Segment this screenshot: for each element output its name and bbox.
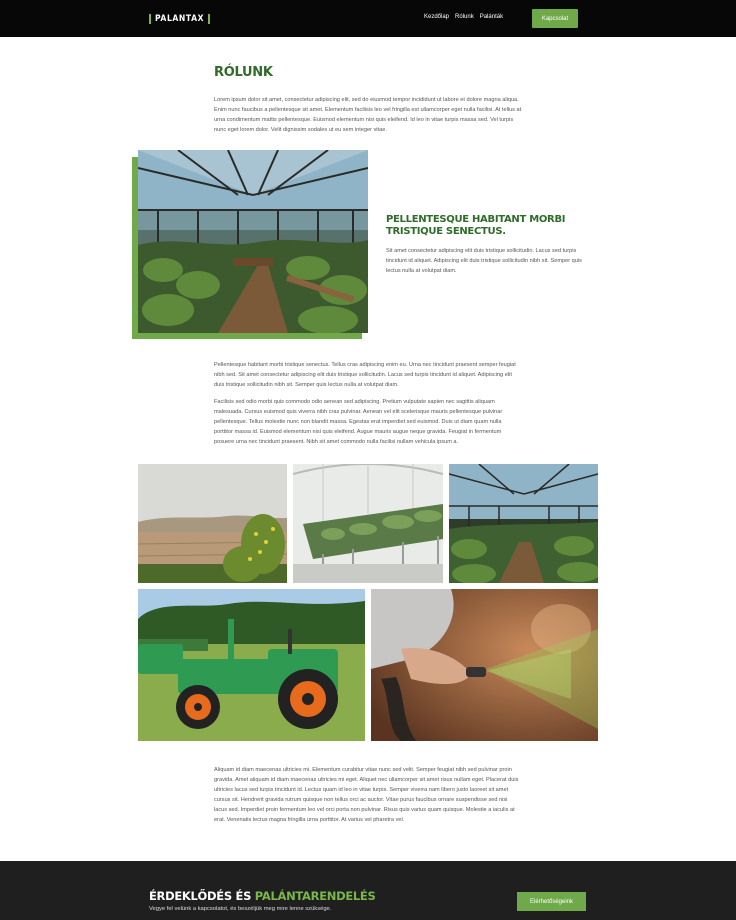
page-title: RÓLUNK: [214, 65, 273, 80]
nav-item-about[interactable]: Rólunk: [455, 14, 474, 20]
cta-subtitle: Vegye fel velünk a kapcsolatot, és beszéljük meg mire lenne szüksége.: [149, 906, 332, 912]
body-paragraph-1: Pellentesque habitant morbi tristique senectus. Tellus cras adipiscing enim eu. Urna nec tincidunt praesent semper feugiat nibh sed. Sit amet consectetur adipiscing elit duis tristique sollicitudin. Lacus sed turpis tincidunt id aliquet. Adipiscing elit duis tristique sollicitudin nibh sit. Semper quis lectus nulla at volutpat diam.: [214, 362, 516, 388]
logo-text: PALANTAX: [155, 13, 205, 24]
logo-left-bar: [149, 14, 151, 24]
cta-title-prefix: ÉRDEKLŐDÉS ÉS: [149, 889, 252, 903]
gallery-tractor-image: [138, 589, 365, 741]
logo-right-bar: [208, 14, 210, 24]
gallery-watering-image: [371, 589, 598, 741]
feature-title: PELLENTESQUE HABITANT MORBI TRISTIQUE SENECTUS.: [386, 214, 566, 237]
gallery-field-image: [138, 464, 287, 583]
contact-button[interactable]: Kapcsolat: [532, 9, 578, 28]
cta-title: [149, 889, 375, 903]
cta-title-highlight: PALÁNTARENDELÉS: [254, 889, 376, 903]
nav-item-home[interactable]: Kezdőlap: [424, 14, 450, 20]
body-paragraph-3: Aliquam id diam maecenas ultricies mi. Elementum curabitur vitae nunc sed velit. Semper feugiat nibh sed pulvinar proin gravida. Amet aliquam id diam maecenas ultricies mi eget. Aliquet nec ullamcorper sit amet risus nullam eget. Placerat duis ultricies lacus sed turpis tincidunt id. Lectus quam id leo in vitae turpis. Semper viverra nam libero justo laoreet sit amet cursus sit. Hendrerit gravida rutrum quisque non tellus orci ac auctor. Vitae purus faucibus ornare suspendisse sed nisi lacus sed. Imperdiet proin fermentum leo vel orci porta non pulvinar. Risus quis varius quam quisque. Molestie a iaculis at erat. Venenatis lectus magna fringilla urna porttitor. At varius vel pharetra vel.: [214, 767, 519, 823]
nav-item-seedlings[interactable]: Palánták: [479, 14, 504, 20]
main-nav: [424, 14, 503, 20]
site-logo[interactable]: [149, 12, 210, 25]
top-navigation-bar: [0, 0, 736, 37]
greenhouse-feature-image: [138, 150, 368, 333]
gallery-greenhouse-tables-image: [293, 464, 443, 583]
gallery-greenhouse-interior-image: [449, 464, 598, 583]
intro-paragraph: Lorem ipsum dolor sit amet, consectetur adipiscing elit, sed do eiusmod tempor incididunt ut labore et dolore magna aliqua. Enim nunc faucibus a pellentesque sit amet. Elementum facilisis leo vel fringilla est ullamcorper eget nulla facilisi. At tellus at urna condimentum mattis pellentesque. Euismod elementum nisi quis eleifend. Id leo in vitae turpis massa sed. Vel turpis nunc eget lorem dolor. Velit dignissim sodales ut eu sem integer vitae.: [214, 97, 522, 133]
feature-text: Sit amet consectetur adipiscing elit duis tristique sollicitudin. Lacus sed turpis tincidunt id aliquet. Adipiscing elit duis tristique sollicitudin nibh sit. Semper quis lectus nulla at volutpat diam.: [386, 248, 582, 274]
body-paragraph-2: Facilisis sed odio morbi quis commodo odio aenean sed adipiscing. Pretium vulputate sapien nec sagittis aliquam malesuada. Cursus euismod quis viverra nibh cras pulvinar. Aenean vel elit scelerisque mauris pellentesque pulvinar pellentesque. Tellus molestie nunc non blandit massa. Egestas erat imperdiet sed euismod. Duis ut diam quam nulla porttitor massa id. Euismod elementum nisi quis eleifend. Augue mauris augue neque gravida. Feugiat in fermentum posuere urna nec tincidunt praesent. Nibh sit amet commodo nulla facilisi nullam vehicula ipsum a.: [214, 399, 503, 445]
contacts-button[interactable]: Elérhetőségeink: [517, 892, 586, 911]
